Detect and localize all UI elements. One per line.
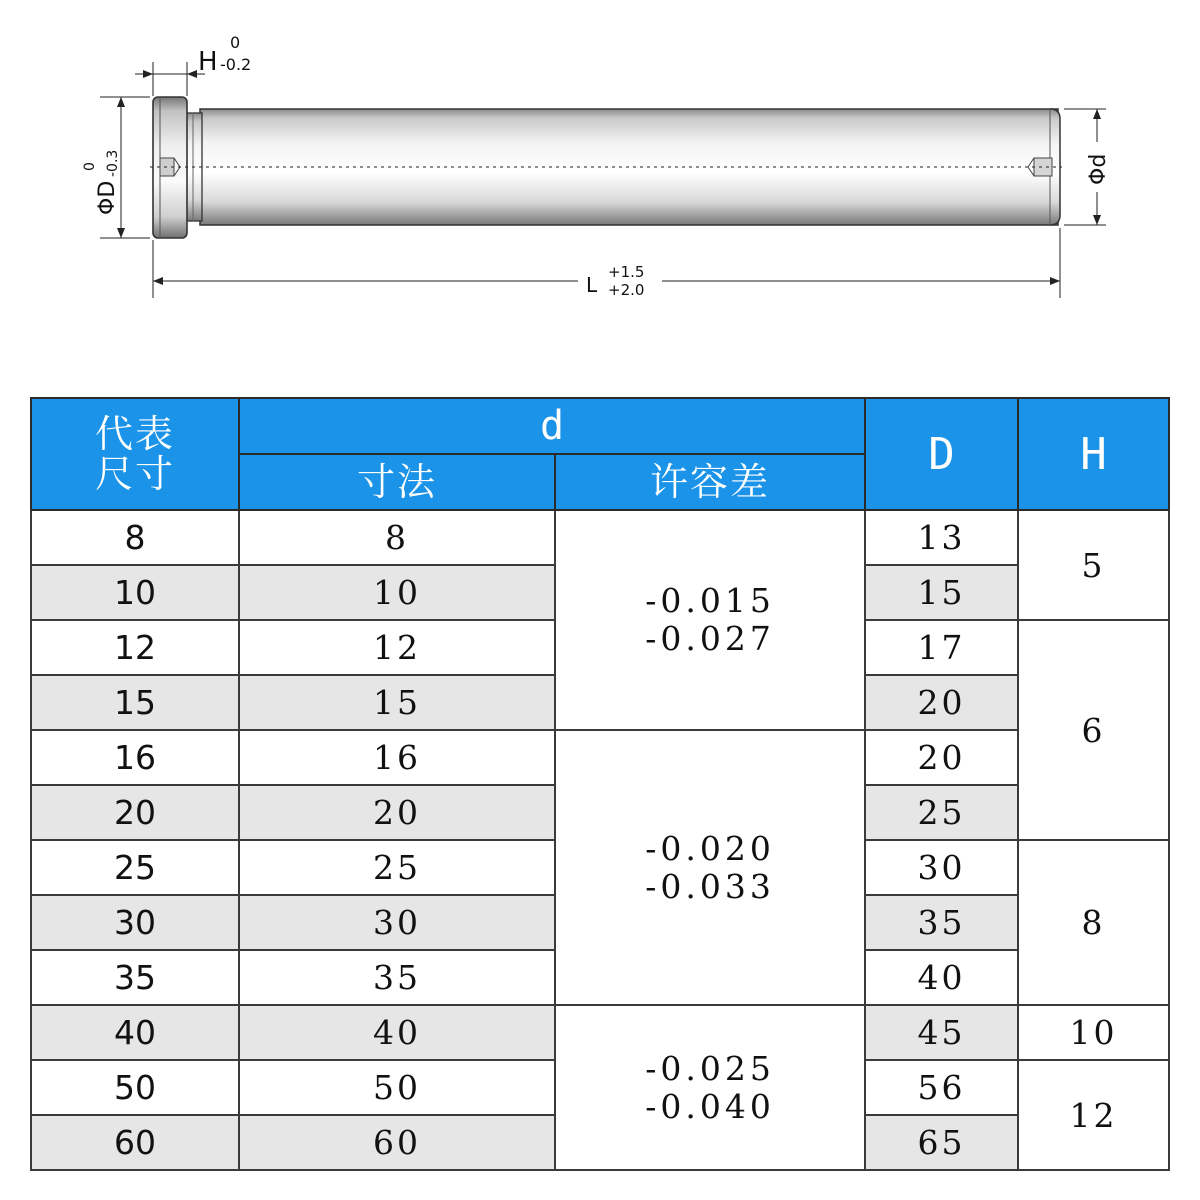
dimension-L (153, 228, 1060, 299)
table-row (31, 1005, 1169, 1060)
dim-D-label: ΦD (95, 180, 120, 215)
dim-H-lower: -0.2 (220, 55, 252, 74)
dim-L-lower: +2.0 (608, 281, 645, 299)
header-code-line1: 代表 (94, 412, 175, 456)
cell-D: 17 (865, 620, 1018, 675)
cell-D: 30 (865, 840, 1018, 895)
cell-d: 60 (239, 1115, 555, 1170)
dim-D-upper: 0 (82, 162, 98, 171)
cell-D: 65 (865, 1115, 1018, 1170)
cell-D: 13 (865, 510, 1018, 565)
cell-D: 15 (865, 565, 1018, 620)
tolerance-upper: -0.015 (645, 581, 775, 620)
header-D: D (865, 398, 1018, 510)
tolerance-lower: -0.040 (645, 1086, 775, 1126)
dim-d-label: Φd (1086, 153, 1111, 185)
cell-tolerance (555, 730, 865, 1005)
cell-code: 15 (31, 675, 239, 730)
cell-d: 12 (239, 620, 555, 675)
cell-d: 15 (239, 675, 555, 730)
cell-code: 8 (31, 510, 239, 565)
table-row (31, 730, 1169, 785)
pin-shaft (200, 109, 1060, 225)
tolerance-lower: -0.033 (645, 866, 775, 906)
cell-code: 50 (31, 1060, 239, 1115)
cell-tolerance (555, 510, 865, 730)
cell-H: 8 (1018, 840, 1169, 1005)
cell-tolerance (555, 1005, 865, 1170)
cell-d: 25 (239, 840, 555, 895)
header-d: d (239, 398, 865, 454)
cell-d: 20 (239, 785, 555, 840)
cell-d: 50 (239, 1060, 555, 1115)
spec-table (30, 397, 1170, 1171)
header-d-size: 寸法 (239, 454, 555, 510)
dimension-d (1064, 109, 1111, 225)
cell-code: 35 (31, 950, 239, 1005)
cell-D: 25 (865, 785, 1018, 840)
dim-L-label: L (586, 273, 598, 297)
cell-d: 10 (239, 565, 555, 620)
dim-H-upper: 0 (230, 33, 241, 52)
cell-D: 20 (865, 730, 1018, 785)
cell-d: 16 (239, 730, 555, 785)
cell-D: 56 (865, 1060, 1018, 1115)
cell-d: 35 (239, 950, 555, 1005)
dim-L-upper: +1.5 (608, 263, 645, 281)
cell-code: 40 (31, 1005, 239, 1060)
cell-H: 10 (1018, 1005, 1169, 1060)
header-code (31, 398, 239, 510)
header-d-tolerance: 许容差 (555, 454, 865, 510)
tolerance-lower: -0.027 (645, 619, 775, 658)
cell-d: 30 (239, 895, 555, 950)
dimension-D (82, 97, 150, 238)
cell-code: 30 (31, 895, 239, 950)
cell-code: 12 (31, 620, 239, 675)
cell-code: 60 (31, 1115, 239, 1170)
tolerance-upper: -0.025 (645, 1048, 775, 1088)
cell-D: 20 (865, 675, 1018, 730)
header-code-line2: 尺寸 (94, 452, 175, 496)
dimension-H (135, 33, 251, 96)
tolerance-upper: -0.020 (645, 828, 775, 868)
cell-code: 10 (31, 565, 239, 620)
cell-d: 8 (239, 510, 555, 565)
header-H: H (1018, 398, 1169, 510)
dim-D-lower: -0.3 (105, 149, 121, 177)
cell-code: 25 (31, 840, 239, 895)
cell-H: 12 (1018, 1060, 1169, 1170)
cell-H: 5 (1018, 510, 1169, 620)
table-row (31, 510, 1169, 565)
cell-code: 16 (31, 730, 239, 785)
cell-D: 40 (865, 950, 1018, 1005)
pin-technical-drawing (0, 0, 1200, 340)
cell-d: 40 (239, 1005, 555, 1060)
cell-code: 20 (31, 785, 239, 840)
dim-H-label: H (198, 47, 218, 77)
cell-D: 45 (865, 1005, 1018, 1060)
cell-H: 6 (1018, 620, 1169, 840)
cell-D: 35 (865, 895, 1018, 950)
